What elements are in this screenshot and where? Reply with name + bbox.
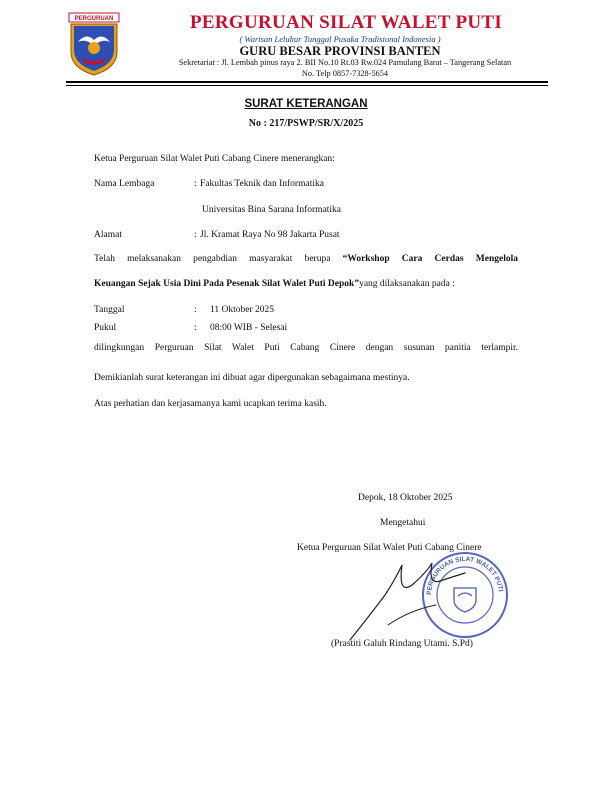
organization-tagline: ( Warisan Leluhur Tunggal Pusaka Tradisional Indonesia ): [239, 34, 441, 44]
organization-address: Sekretariat : Jl. Lembah pinus raya 2. BII No.10 Rt.03 Rw.024 Pamulang Barat – Tangerang Selatan: [178, 58, 512, 67]
activity-title-part1: “Workshop Cara Cerdas Mengelola: [342, 254, 518, 264]
activity-title-part2: Keuangan Sejak Usia Dini Pada Pesenak Silat Walet Puti Depok”: [94, 279, 360, 289]
date-label: Tanggal: [94, 305, 125, 315]
document-title: SURAT KETERANGAN: [244, 98, 368, 110]
organization-subtitle: GURU BESAR PROVINSI BANTEN: [239, 44, 441, 58]
institution-value-line2: Universitas Bina Sarana Informatika: [202, 205, 342, 215]
address-colon: :: [194, 230, 197, 240]
address-label: Alamat: [94, 230, 122, 240]
letterhead-divider-thick: [66, 81, 548, 83]
address-value: Jl. Kramat Raya No 98 Jakarta Pusat: [200, 230, 340, 240]
institution-label: Nama Lembaga: [94, 179, 155, 189]
time-label: Pukul: [94, 323, 117, 333]
time-colon: :: [194, 323, 197, 333]
location-statement: dilingkungan Perguruan Silat Walet Puti Cabang Cinere dengan susunan panitia terlampir.: [94, 343, 518, 353]
stamp-text: PERGURUAN SILAT WALET PUTI: [425, 555, 504, 596]
organization-title: PERGURUAN SILAT WALET PUTI: [190, 12, 503, 33]
letterhead-divider-thin: [66, 85, 548, 86]
date-colon: :: [194, 305, 197, 315]
institution-colon: :: [194, 179, 197, 189]
activity-text-intro: Telah melaksanakan pengabdian masyarakat berupa: [94, 254, 343, 264]
activity-line-2: [94, 279, 455, 289]
date-value: 11 Oktober 2025: [210, 305, 275, 315]
organization-phone: No. Telp 0857-7328-5654: [301, 69, 389, 78]
signature-acknowledged: Mengetahui: [380, 518, 426, 528]
document-number: No : 217/PSWP/SR/X/2025: [248, 118, 364, 129]
time-value: 08:00 WIB - Selesai: [210, 323, 288, 333]
signature-place-date: Depok, 18 Oktober 2025: [358, 493, 453, 503]
activity-text-outro: yang dilaksanakan pada :: [359, 279, 455, 289]
signature-position: Ketua Perguruan Silat Walet Puti Cabang Cinere: [297, 543, 482, 553]
institution-value-line1: Fakultas Teknik dan Informatika: [200, 179, 324, 189]
closing-statement: Demikianlah surat keterangan ini dibuat agar dipergunakan sebagaimana mestinya.: [94, 373, 410, 383]
opening-statement: Ketua Perguruan Silat Walet Puti Cabang Cinere menerangkan:: [94, 154, 335, 164]
activity-line-1: [94, 254, 518, 264]
handwritten-signature: [340, 555, 480, 645]
thanks-statement: Atas perhatian dan kerjasamanya kami ucapkan terima kasih.: [94, 399, 327, 409]
organization-logo: [68, 12, 120, 76]
logo-label: PERGURUAN: [74, 16, 114, 22]
signatory-name: (Prastiti Galuh Rindang Utami. S.Pd): [331, 639, 473, 649]
